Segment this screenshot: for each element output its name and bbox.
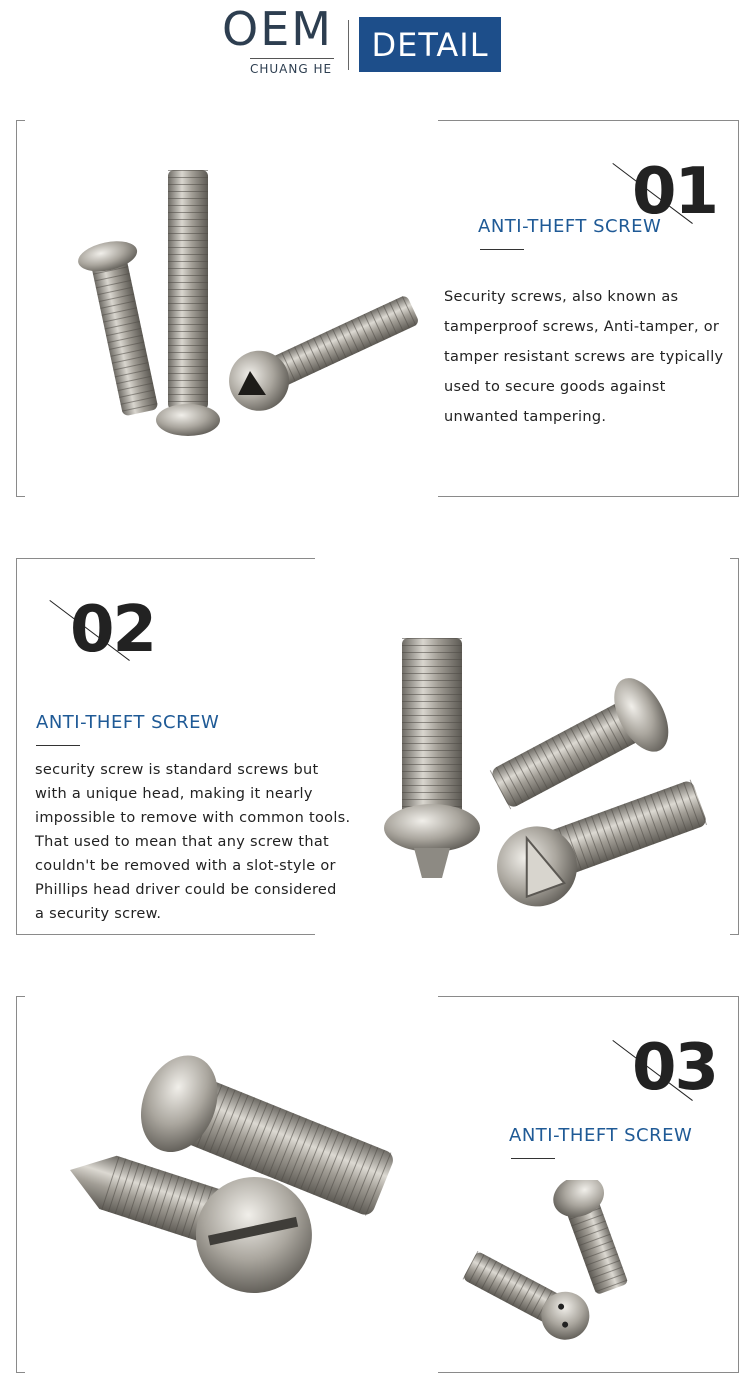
section-3-detail-photo	[450, 1180, 700, 1340]
section-1-title: ANTI-THEFT SCREW	[478, 216, 662, 237]
section-1-left-bracket	[16, 120, 25, 497]
description-line: Security screws, also known as	[444, 289, 679, 305]
section-2-right-bracket	[730, 558, 739, 935]
section-1-title-underline	[480, 249, 524, 250]
screws-image-1	[30, 150, 430, 460]
section-1-product-photo	[30, 150, 430, 460]
section-3-title-underline	[511, 1158, 555, 1159]
detail-banner	[359, 17, 501, 72]
section-3-title: ANTI-THEFT SCREW	[509, 1125, 693, 1146]
description-line: security screw is standard screws but	[35, 762, 319, 778]
screws-image-3b	[450, 1180, 700, 1340]
brand-name: CHUANG HE	[250, 62, 333, 76]
description-line: a security screw.	[35, 906, 162, 922]
header-divider	[348, 20, 349, 70]
section-2-product-photo	[380, 620, 725, 920]
detail-label: DETAIL	[371, 25, 489, 64]
screws-image-2	[380, 620, 725, 920]
section-2-title-underline	[36, 745, 80, 746]
section-3-number: 03	[632, 1031, 718, 1105]
oem-logo-text: OEM	[222, 2, 333, 56]
logo-divider	[250, 58, 334, 59]
description-line: with a unique head, making it nearly	[35, 786, 313, 802]
section-1-number: 01	[632, 155, 718, 229]
section-3-left-bracket	[16, 996, 25, 1373]
description-line: unwanted tampering.	[444, 409, 607, 425]
screws-image-3	[30, 1020, 430, 1350]
description-line: Phillips head driver could be considered	[35, 882, 337, 898]
section-2-title: ANTI-THEFT SCREW	[36, 712, 220, 733]
section-1-description	[444, 282, 723, 432]
description-line: That used to mean that any screw that	[35, 834, 330, 850]
description-line: used to secure goods against	[444, 379, 666, 395]
description-line: tamper resistant screws are typically	[444, 349, 724, 365]
description-line: impossible to remove with common tools.	[35, 810, 351, 826]
section-2-number: 02	[70, 593, 156, 667]
section-3-product-photo	[30, 1020, 430, 1350]
section-2-description	[35, 758, 350, 926]
description-line: couldn't be removed with a slot-style or	[35, 858, 336, 874]
description-line: tamperproof screws, Anti-tamper, or	[444, 319, 720, 335]
